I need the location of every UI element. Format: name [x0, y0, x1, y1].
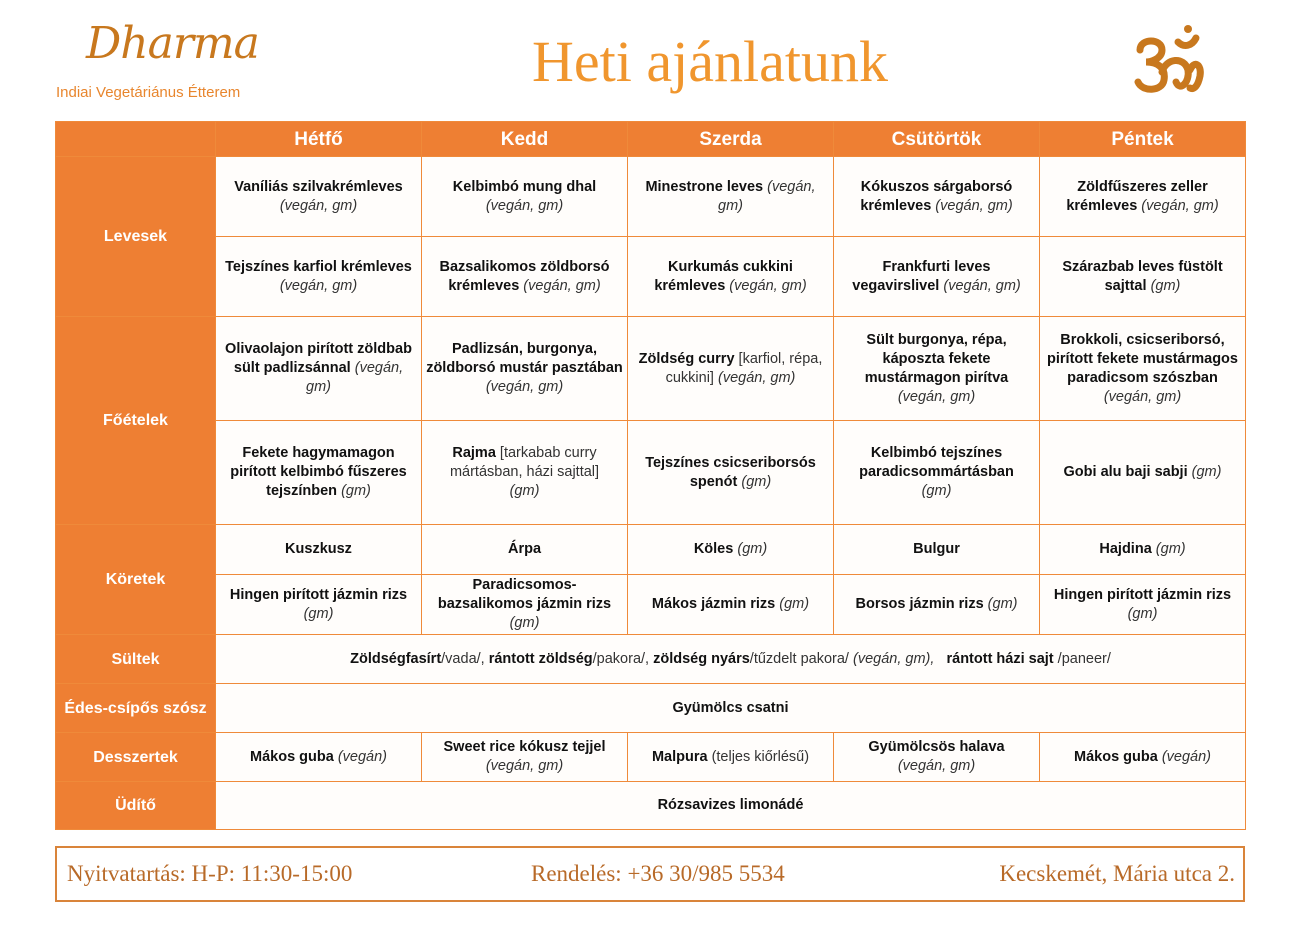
dish-note: (vegán, gm): [1103, 388, 1182, 405]
table-row: [56, 421, 1246, 525]
dish-note: (gm): [509, 483, 540, 499]
page-title: Heti ajánlatunk: [532, 29, 888, 94]
logo-subtitle: Indiai Vegetáriánus Étterem: [56, 84, 241, 101]
dish-note: (vegán, gm),: [852, 650, 935, 667]
dish-name: Bulgur: [913, 541, 960, 557]
menu-cell: [628, 317, 834, 421]
dish-name: Zöldség curry: [638, 350, 735, 367]
dish-name: Bazsalikomos zöldborsó krémleves: [439, 258, 610, 294]
dish-name: Fekete hagymamagon pirított kelbimbó fűszeres tejszínben: [230, 445, 407, 499]
dish-extra: (teljes kiőrlésű): [711, 748, 810, 765]
dish-name: Szárazbab leves füstölt sajttal: [1062, 258, 1223, 294]
dish-name: Zöldfűszeres zeller krémleves: [1066, 178, 1208, 214]
dish-name: Paradicsomos-bazsalikomos jázmin rizs: [437, 577, 612, 612]
dish-name: Mákos guba: [250, 748, 334, 765]
table-row: [56, 575, 1246, 635]
dish-note: (gm): [341, 483, 371, 499]
dish-note: (gm): [303, 605, 334, 622]
dish-note: (vegán, gm): [729, 277, 807, 294]
dish-note: (vegán, gm): [279, 277, 358, 294]
dish-note: (gm): [1191, 464, 1222, 480]
dish-note: (gm): [1155, 541, 1186, 557]
dish-note: (vegán, gm): [279, 197, 358, 214]
opening-hours: Nyitvatartás: H-P: 11:30-15:00: [67, 861, 353, 886]
dish-name: Rózsavizes limonádé: [657, 797, 804, 813]
menu-cell: [834, 317, 1040, 421]
dish-note: (gm): [509, 615, 540, 631]
dish-name: Kurkumás cukkini krémleves: [654, 258, 793, 294]
menu-cell: [1040, 525, 1246, 575]
dish-note: (gm): [779, 596, 810, 612]
menu-cell: [422, 317, 628, 421]
menu-cell: [422, 575, 628, 635]
day-header: Szerda: [628, 122, 834, 157]
dish-name: Kuszkusz: [285, 541, 352, 557]
dish-name: rántott házi sajt: [946, 650, 1054, 667]
order-phone: Rendelés: +36 30/985 5534: [531, 861, 785, 886]
menu-cell: [1040, 237, 1246, 317]
dish-name: Malpura: [651, 748, 708, 765]
header-corner: [56, 122, 216, 157]
menu-cell: [834, 421, 1040, 525]
dish-name: Gyümölcs csatni: [672, 699, 789, 716]
dish-name: rántott zöldség: [488, 650, 593, 667]
day-header: Hétfő: [216, 122, 422, 157]
address: Kecskemét, Mária utca 2.: [999, 861, 1235, 886]
menu-cell: [422, 733, 628, 782]
menu-cell: [1040, 575, 1246, 635]
dish-extra: [tarkabab curry mártásban, házi sajttal]: [449, 445, 600, 480]
menu-cell: [1040, 733, 1246, 782]
menu-cell: [834, 575, 1040, 635]
dish-extra: /pakora/,: [592, 650, 650, 667]
dish-name: Zöldségfasírt: [350, 650, 442, 667]
dish-extra: /vada/,: [441, 650, 485, 667]
menu-cell: [834, 237, 1040, 317]
table-row: [56, 635, 1246, 684]
dish-name: Padlizsán, burgonya, zöldborsó mustár pasztában: [426, 341, 623, 376]
dish-note: (vegán, gm): [943, 277, 1021, 294]
dish-note: (vegán, gm): [718, 178, 816, 214]
dish-extra: /paneer/: [1057, 650, 1111, 667]
dish-name: Gobi alu baji sabji: [1063, 464, 1188, 480]
day-header: Kedd: [422, 122, 628, 157]
menu-cell: [1040, 157, 1246, 237]
menu-cell: [216, 237, 422, 317]
dish-name: Sweet rice kókusz tejjel: [443, 739, 606, 755]
menu-cell: [216, 157, 422, 237]
header-row: [56, 122, 1246, 157]
dish-name: Hingen pirított jázmin rizs: [1053, 586, 1232, 603]
weekly-menu-table: [55, 121, 1246, 830]
dish-note: (vegán, gm): [935, 197, 1013, 214]
dish-name: Gyümölcsös halava: [868, 739, 1005, 755]
logo-wordmark: Dharma: [86, 18, 259, 69]
table-row: [56, 317, 1246, 421]
menu-cell: [834, 733, 1040, 782]
menu-cell: [422, 237, 628, 317]
menu-cell-wide: [216, 635, 1246, 684]
dish-name: Frankfurti leves vegavirslivel: [852, 258, 991, 294]
menu-cell: [628, 733, 834, 782]
dish-note: (gm): [1150, 277, 1181, 294]
category-label: Desszertek: [56, 733, 216, 782]
category-label: Főételek: [56, 317, 216, 525]
dish-name: Vaníliás szilvakrémleves: [234, 178, 403, 195]
dish-name: Kókuszos sárgaborsó krémleves: [860, 178, 1013, 214]
table-row: [56, 684, 1246, 733]
dish-name: Mákos jázmin rizs: [651, 596, 776, 612]
table-row: [56, 525, 1246, 575]
dish-note: (vegán, gm): [306, 360, 404, 395]
dish-note: (vegán, gm): [897, 758, 976, 774]
menu-cell: [422, 421, 628, 525]
category-label: Üdítő: [56, 782, 216, 830]
menu-cell: [216, 733, 422, 782]
dish-name: Hingen pirított jázmin rizs: [229, 586, 408, 603]
menu-cell: [216, 575, 422, 635]
dish-note: (vegán, gm): [485, 197, 564, 214]
dish-name: Mákos guba: [1074, 748, 1158, 765]
menu-cell: [1040, 421, 1246, 525]
dish-note: (gm): [921, 483, 952, 499]
menu-cell: [422, 525, 628, 575]
om-symbol-icon: [1128, 20, 1208, 100]
dish-name: Borsos jázmin rizs: [855, 596, 984, 612]
menu-cell: [628, 237, 834, 317]
dish-note: (gm): [741, 473, 772, 490]
table-row: [56, 782, 1246, 830]
dish-note: (vegán, gm): [1141, 197, 1219, 214]
dish-note: (vegán): [337, 748, 387, 765]
menu-cell: [628, 421, 834, 525]
dish-note: (vegán, gm): [485, 758, 564, 774]
menu-cell: [216, 421, 422, 525]
menu-cell: [628, 157, 834, 237]
dish-name: Minestrone leves: [645, 178, 764, 195]
dish-name: zöldség nyárs: [653, 650, 750, 667]
menu-cell: [834, 157, 1040, 237]
dish-name: Brokkoli, csicseriborsó, pirított fekete mustármagos paradicsom szószban: [1047, 331, 1238, 386]
menu-cell: [628, 525, 834, 575]
dish-extra: [karfiol, répa, cukkini]: [665, 350, 823, 386]
menu-cell-wide: [216, 782, 1246, 830]
table-row: [56, 157, 1246, 237]
day-header: Péntek: [1040, 122, 1246, 157]
dish-note: (vegán, gm): [897, 388, 976, 405]
dish-name: Sült burgonya, répa, káposzta fekete mustármagon pirítva: [864, 331, 1009, 386]
dish-name: Olivaolajon pirított zöldbab sült padlizsánnal: [225, 341, 412, 376]
menu-cell: [628, 575, 834, 635]
menu-cell: [834, 525, 1040, 575]
menu-cell: [1040, 317, 1246, 421]
dish-name: Kelbimbó tejszínes paradicsommártásban: [859, 445, 1014, 480]
dish-name: Árpa: [507, 541, 542, 557]
dish-name: Tejszínes karfiol krémleves: [225, 258, 412, 275]
category-label: Sültek: [56, 635, 216, 684]
day-header: Csütörtök: [834, 122, 1040, 157]
dish-name: Rajma: [452, 445, 496, 461]
dish-name: Kelbimbó mung dhal: [452, 178, 597, 195]
menu-cell: [216, 317, 422, 421]
dish-note: (gm): [737, 541, 768, 557]
dish-note: (vegán, gm): [523, 277, 601, 294]
category-label: Levesek: [56, 157, 216, 317]
menu-cell: [216, 525, 422, 575]
dish-extra: /tűzdelt pakora/: [749, 650, 849, 667]
table-row: [56, 733, 1246, 782]
dish-note: (vegán, gm): [718, 369, 796, 386]
category-label: Édes-csípős szósz: [56, 684, 216, 733]
dish-name: Köles: [693, 541, 734, 557]
dish-note: (gm): [1127, 605, 1158, 622]
dish-name: Tejszínes csicseriborsós spenót: [645, 454, 816, 490]
dish-note: (gm): [987, 596, 1018, 612]
menu-cell-wide: [216, 684, 1246, 733]
menu-cell: [422, 157, 628, 237]
dish-note: (vegán, gm): [485, 379, 564, 395]
dish-name: Hajdina: [1099, 541, 1152, 557]
dish-note: (vegán): [1161, 748, 1211, 765]
category-label: Köretek: [56, 525, 216, 635]
footer-info-box: [55, 846, 1245, 902]
table-row: [56, 237, 1246, 317]
